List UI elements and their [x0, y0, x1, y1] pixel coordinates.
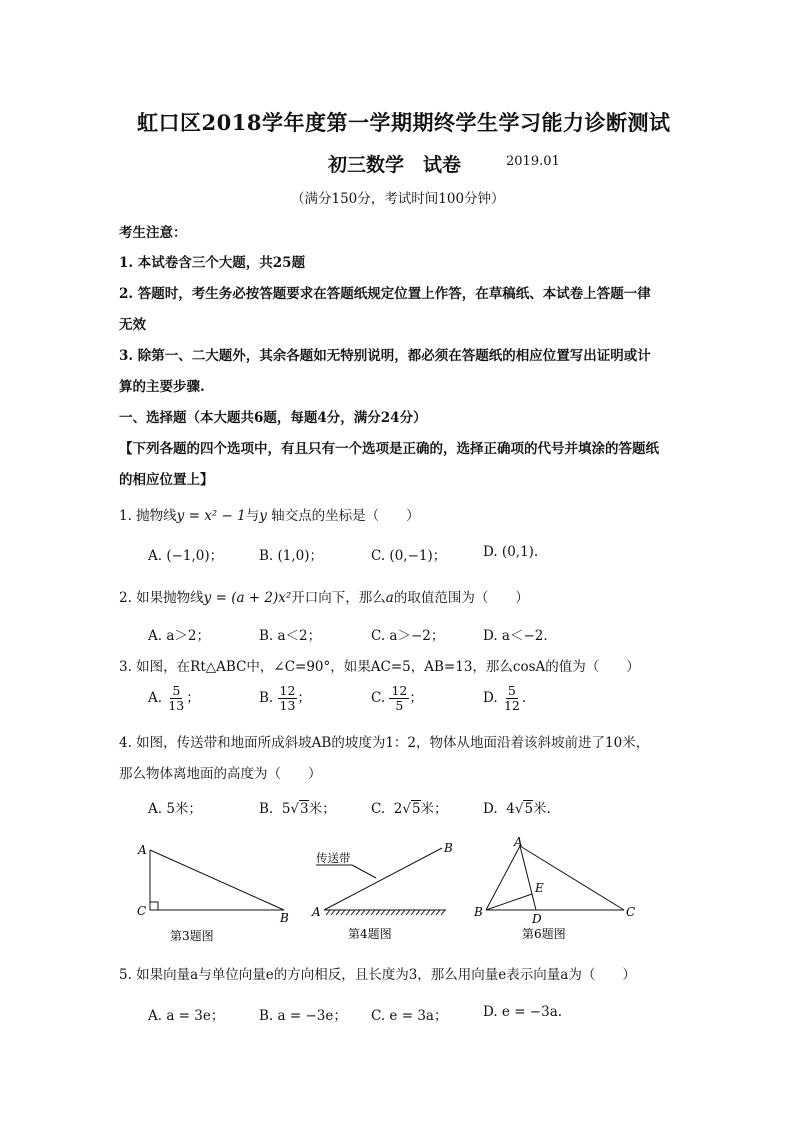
- fig4-label-b: B: [444, 841, 453, 855]
- q3-c-den: 5: [395, 698, 404, 713]
- q4-c-label: C.: [371, 801, 386, 817]
- fig4-belt-label: 传送带: [316, 851, 351, 865]
- section-heading: 一、选择题（本大题共6题，每题4分，满分24分）: [119, 410, 427, 426]
- q4-b-radicand: 3: [300, 801, 309, 817]
- q5-option-c: C. e = 3a；: [371, 1008, 448, 1024]
- fig3-caption: 第3题图: [170, 929, 214, 943]
- section-instruction-cont: 的相应位置上】: [119, 472, 214, 488]
- q3-b-end: ；: [297, 690, 311, 706]
- q3-d-label: D.: [483, 690, 498, 706]
- q2-mid: 开口向下，那么: [291, 590, 386, 606]
- q3-b-num: 12: [279, 683, 296, 698]
- notice-item-2-cont: 无效: [119, 317, 146, 333]
- fig6-label-e: E: [535, 881, 544, 895]
- notice-heading: 考生注意：: [119, 225, 187, 241]
- q3-d-end: .: [521, 690, 527, 706]
- notice-item-3-cont: 算的主要步骤.: [119, 379, 205, 395]
- q3-a-den: 13: [168, 698, 185, 713]
- fig4-caption: 第4题图: [348, 927, 392, 941]
- q2-option-c: C. a＞−2；: [371, 628, 445, 644]
- q3-a-label: A.: [148, 690, 163, 706]
- q3-a-fraction: [166, 684, 186, 713]
- q1-option-c: C. (0,−1)；: [371, 548, 447, 564]
- q4-b-coef: 5: [281, 801, 291, 817]
- q5-option-a: A. a = 3e；: [148, 1008, 225, 1024]
- q4-option-c: C. 2√5米；: [371, 801, 448, 817]
- q1-var: y: [259, 508, 267, 524]
- q3-b-den: 13: [279, 698, 296, 713]
- q2-option-d: D. a＜−2.: [483, 628, 548, 644]
- q3-a-num: 5: [172, 683, 181, 698]
- q4-c-unit: 米；: [420, 801, 448, 817]
- q3-d-num: 5: [507, 683, 516, 698]
- question-3: 3. 如图，在Rt△ABC中，∠C=90°，如果AC=5，AB=13，那么cosA的值为（ ）: [119, 659, 640, 675]
- q3-c-fraction: [389, 684, 409, 713]
- fig6-label-b: B: [474, 905, 483, 919]
- notice-item-2: 2. 答题时，考生务必按答题要求在答题纸规定位置上作答，在草稿纸、本试卷上答题一律: [119, 286, 651, 302]
- section-instruction: 【下列各题的四个选项中，有且只有一个选项是正确的，选择正确项的代号并填涂的答题纸: [119, 441, 659, 457]
- q4-option-b: B. 5√3米；: [259, 801, 336, 817]
- q2-pre: 2. 如果抛物线: [119, 590, 204, 606]
- notice-item-3: 3. 除第一、二大题外，其余各题如无特别说明，都必须在答题纸的相应位置写出证明或计: [119, 348, 651, 364]
- q2-equation: y = (a + 2)x²: [203, 590, 292, 606]
- q4-option-d: D. 4√5米.: [483, 801, 551, 817]
- q3-d-fraction: [502, 684, 522, 713]
- q3-d-den: 12: [503, 698, 520, 713]
- q3-c-end: ；: [409, 690, 423, 706]
- q4-c-radicand: 5: [411, 801, 421, 817]
- q5-option-b: B. a = −3e；: [259, 1008, 347, 1024]
- q4-c-coef: 2: [393, 801, 403, 817]
- fig6-label-c: C: [626, 905, 636, 919]
- fig6-caption: 第6题图: [522, 927, 566, 941]
- notice-item-1: 1. 本试卷含三个大题，共25题: [119, 255, 306, 271]
- q3-b-label: B.: [259, 690, 274, 706]
- q1-option-a: A. (−1,0)；: [148, 548, 224, 564]
- q3-option-c: [371, 684, 423, 713]
- figure-4: [308, 836, 458, 948]
- q1-mid: 与: [245, 508, 260, 524]
- fig3-side-ab: [150, 850, 284, 910]
- q4-b-unit: 米；: [308, 801, 336, 817]
- q3-c-label: C.: [371, 690, 386, 706]
- fig4-belt-leader: [352, 865, 376, 878]
- figure-3: [134, 838, 296, 948]
- q4-d-radicand: 5: [524, 801, 534, 817]
- q4-a-label: A. 5米；: [148, 801, 202, 817]
- fig6-side-ac: [520, 846, 624, 910]
- q3-c-num: 12: [391, 683, 408, 698]
- q3-option-a: [148, 684, 200, 713]
- fig3-label-a: A: [138, 843, 147, 857]
- fig6-segment-ad: [520, 846, 536, 910]
- figure-6: [470, 834, 642, 948]
- exam-title: 虹口区2018学年度第一学期期终学生学习能力诊断测试: [137, 110, 671, 135]
- question-4: 4. 如图，传送带和地面所成斜坡AB的坡度为1：2，物体从地面沿着该斜坡前进了10米，: [119, 735, 650, 751]
- q3-option-d: [483, 684, 526, 713]
- q3-a-end: ；: [186, 690, 200, 706]
- question-1: [119, 504, 420, 524]
- q4-b-label: B.: [259, 801, 274, 817]
- fig6-label-a: A: [514, 835, 523, 849]
- q2-post: 的取值范围为（ ）: [393, 590, 529, 606]
- question-4-cont: 那么物体离地面的高度为（ ）: [119, 766, 322, 782]
- q3-b-fraction: [278, 684, 298, 713]
- q2-var: a: [385, 590, 394, 606]
- exam-scoring: （满分150分，考试时间100分钟）: [291, 191, 505, 207]
- fig3-right-angle-mark: [150, 902, 158, 910]
- q2-option-a: A. a＞2；: [148, 628, 210, 644]
- q4-d-unit: 米.: [533, 801, 551, 817]
- q3-option-b: [259, 684, 311, 713]
- q1-option-b: B. (1,0)；: [259, 548, 324, 564]
- question-5: 5. 如果向量a与单位向量e的方向相反，且长度为3，那么用向量e表示向量a为（ ）: [119, 967, 636, 983]
- q1-pre: 1. 抛物线: [119, 508, 177, 524]
- exam-subtitle: 初三数学 试卷: [328, 154, 462, 176]
- fig4-ground-hatch: [326, 910, 445, 915]
- fig3-label-b: B: [280, 911, 289, 925]
- q1-option-d: D. (0,1).: [483, 544, 539, 560]
- fig4-label-a: A: [312, 905, 321, 919]
- fig3-label-c: C: [137, 904, 147, 918]
- q1-equation: y = x² − 1: [176, 508, 246, 524]
- q4-d-coef: 4: [506, 801, 515, 817]
- q5-option-d: D. e = −3a.: [483, 1004, 563, 1020]
- q4-d-label: D.: [483, 801, 498, 817]
- question-2: [119, 586, 529, 606]
- exam-date: 2019.01: [506, 154, 560, 169]
- q2-option-b: B. a＜2；: [259, 628, 322, 644]
- q4-option-a: [148, 797, 202, 817]
- q1-post: 轴交点的坐标是（ ）: [266, 508, 420, 524]
- fig6-label-d: D: [532, 912, 542, 926]
